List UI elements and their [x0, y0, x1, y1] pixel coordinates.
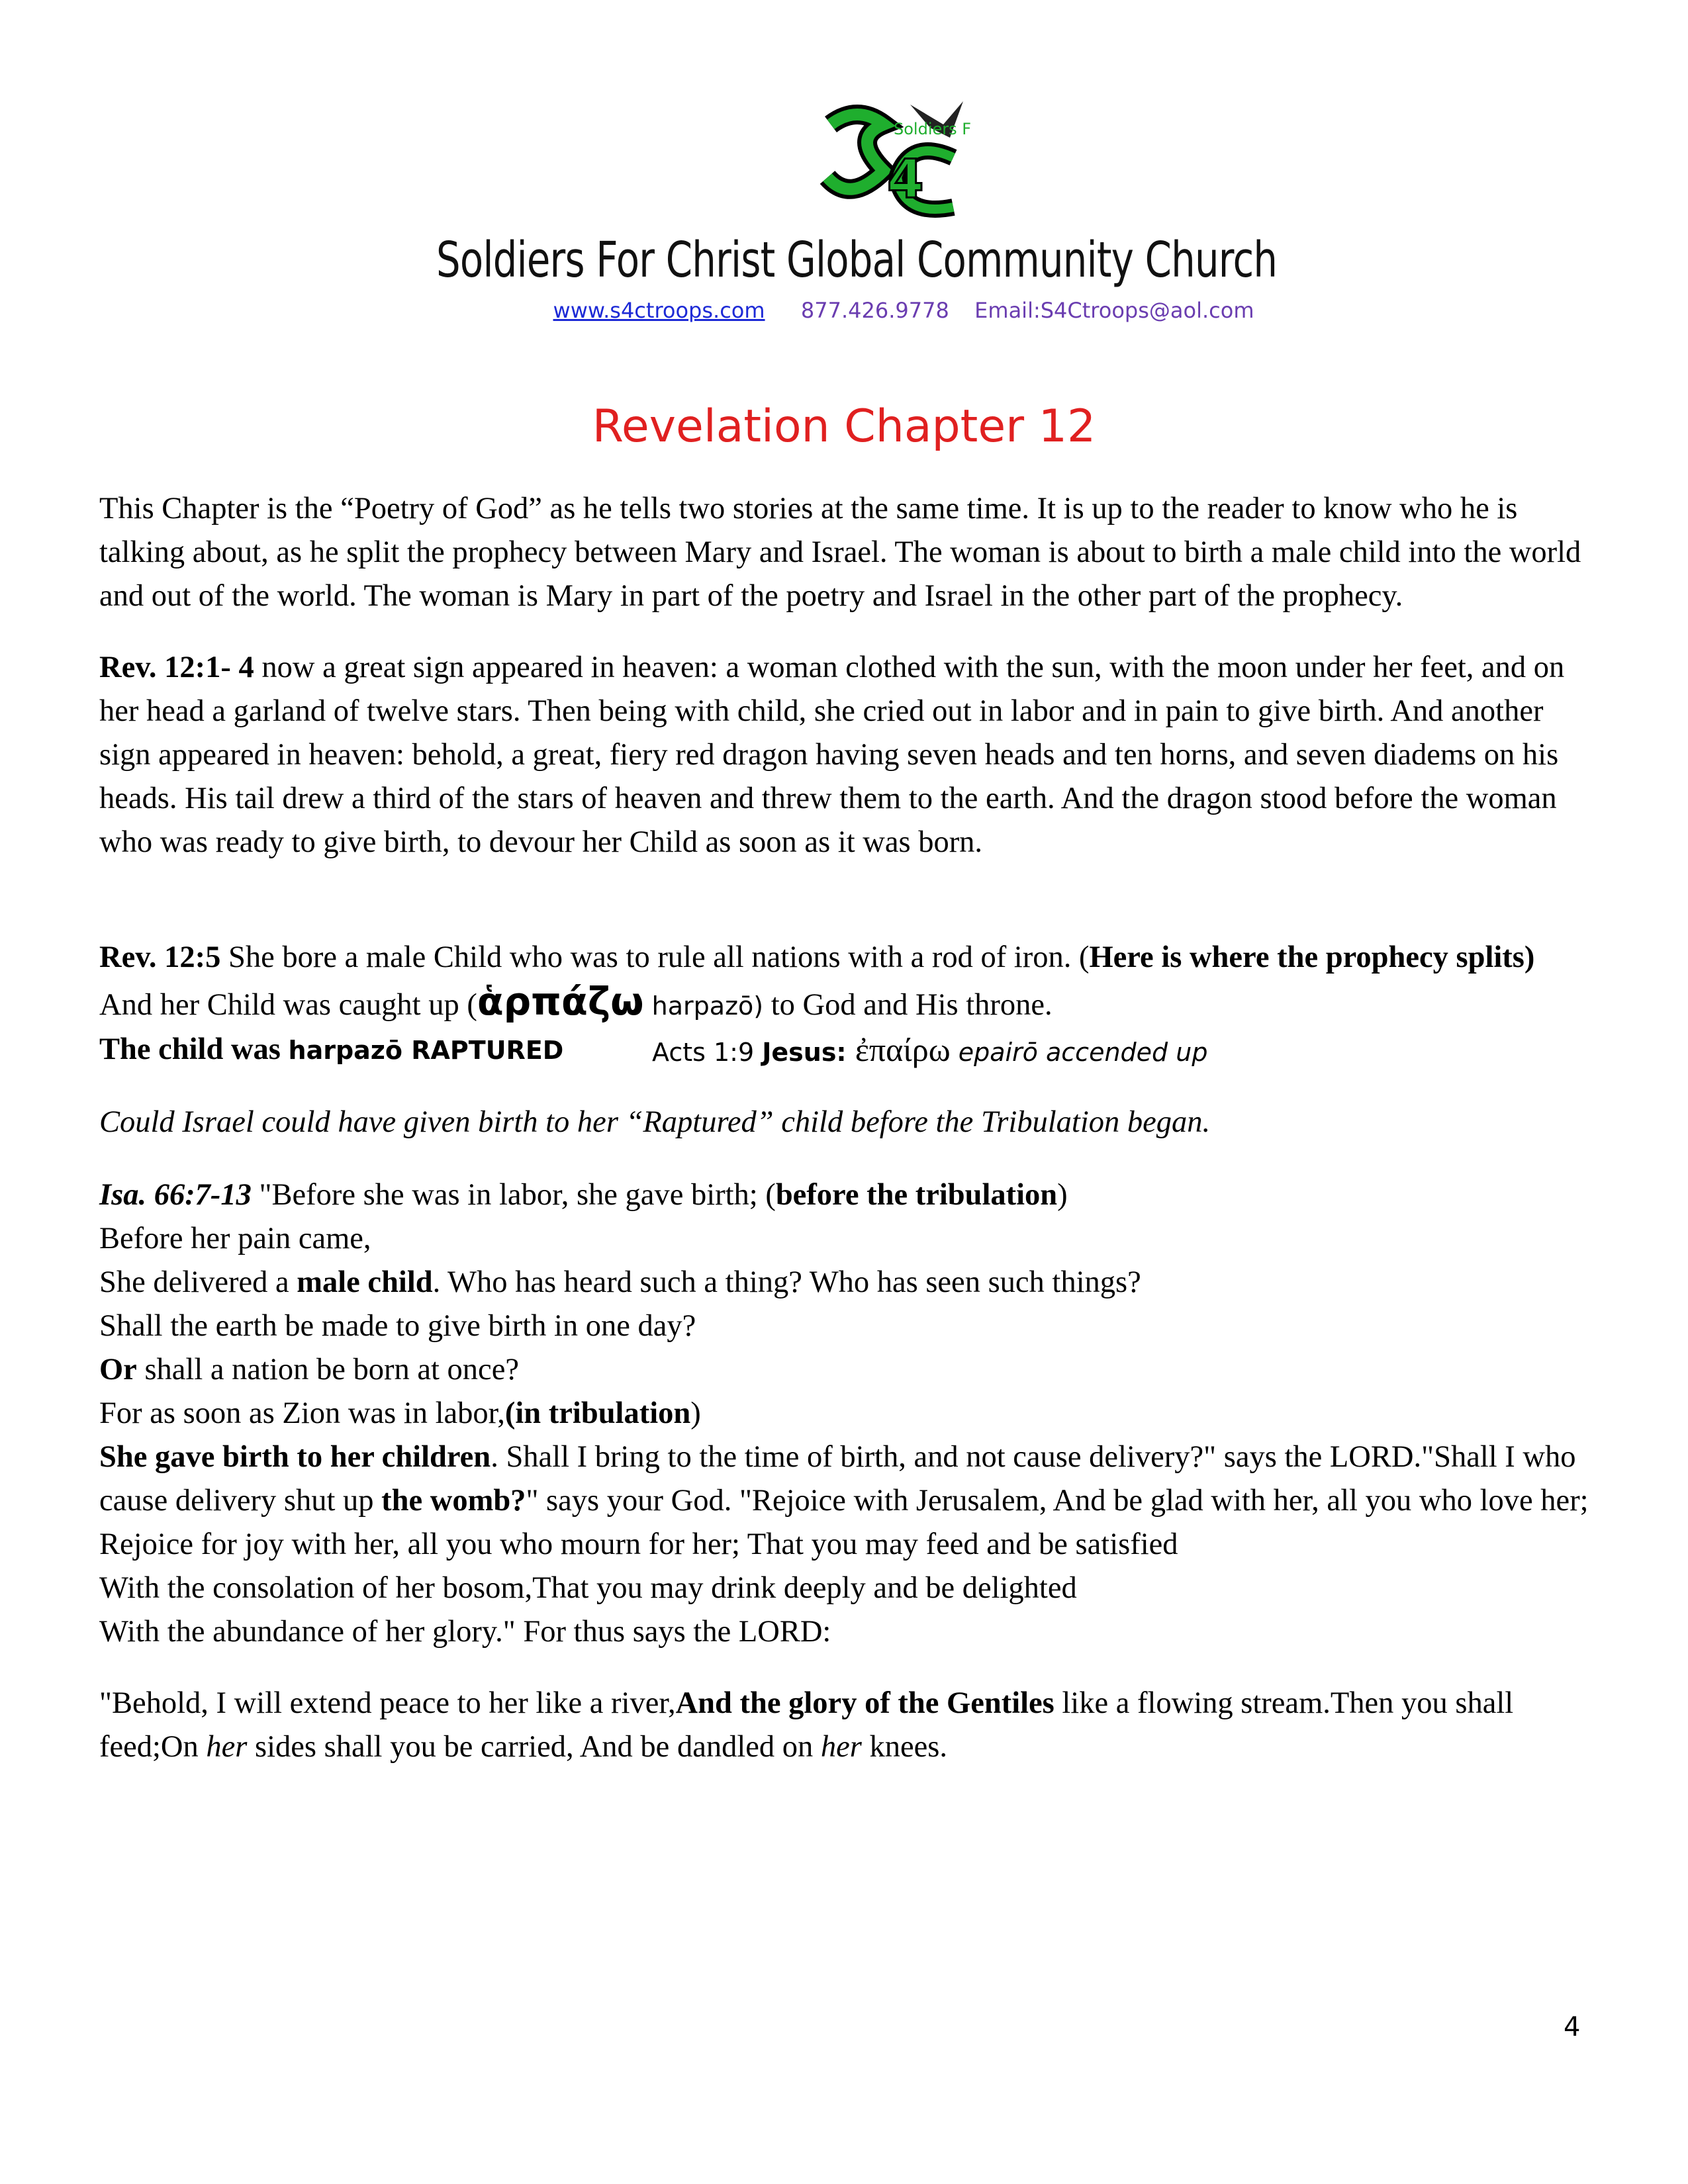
- phone-number: 877.426.9778: [800, 298, 949, 323]
- verse-text: now a great sign appeared in heaven: a woman clothed with the sun, with the moon under her feet, and on her head a garland of twelve stars. Then being with child, she cried out in labor and in pain to give birth. And another sign appeared in heaven: behold, a great, fiery red dragon having seven heads and ten horns, and seven diadems on his heads. His tail drew a third of the stars of heaven and threw them to the earth. And the dragon stood before the woman who was ready to give birth, to devour her Child as soon as it was born.: [99, 651, 1565, 859]
- emphasis: before the tribulation: [775, 1178, 1058, 1212]
- verse-text: . Who has heard such a thing? Who has seen such things?: [432, 1265, 1141, 1299]
- verse-text: She delivered a: [99, 1265, 297, 1299]
- isaiah-line-7: [99, 1435, 1589, 1523]
- emphasis: She gave birth to her children: [99, 1440, 491, 1474]
- acts-ref: Acts 1:9: [652, 1038, 763, 1067]
- verse-text: sides shall you be carried, And be dandled on: [247, 1730, 821, 1764]
- website-link[interactable]: www.s4ctroops.com: [553, 298, 765, 323]
- verse-text: "Behold, I will extend peace to her like a river,: [99, 1686, 676, 1720]
- greek-harpazo: ἁρπάζω: [477, 979, 644, 1024]
- harpazo-raptured: harpazō RAPTURED: [288, 1036, 564, 1065]
- verse-text: " says your God. "Rejoice with Jerusalem, And be glad with her, all you who love her;: [526, 1484, 1589, 1518]
- page-number: 4: [1564, 2012, 1581, 2042]
- verse-text: For as soon as Zion was in labor,: [99, 1396, 505, 1430]
- isaiah-line-10: With the abundance of her glory." For thus says the LORD:: [99, 1615, 831, 1649]
- verse-text: . Shall I bring to the time of birth, and not cause delivery?" says the LORD."Shall I who cause delivery shut up: [99, 1440, 1576, 1518]
- s4c-logo-graphic: [811, 98, 976, 230]
- verse-ref: Isa. 66:7-13: [99, 1178, 252, 1212]
- emphasis: (in tribulation: [504, 1396, 691, 1430]
- question-paragraph: [99, 1101, 1589, 1144]
- rev-12-5-paragraph: [99, 936, 1589, 1028]
- jesus-label: Jesus:: [762, 1038, 855, 1067]
- isaiah-line-4: Shall the earth be made to give birth in one day?: [99, 1309, 696, 1343]
- isaiah-line-8: Rejoice for joy with her, all you who mourn for her; That you may feed and be satisfied: [99, 1527, 1178, 1561]
- verse-text: And her Child was caught up (: [99, 988, 477, 1022]
- verse-text: ): [1057, 1178, 1068, 1212]
- isaiah-line-1: [99, 1173, 1589, 1217]
- prophecy-splits-note: Here is where the prophecy splits): [1089, 940, 1535, 974]
- epairo-gloss: epairō accended up: [950, 1038, 1208, 1067]
- emphasis: Or: [99, 1353, 137, 1387]
- intro-paragraph: This Chapter is the “Poetry of God” as he tells two stories at the same time. It is up to the reader to know who he is talking about, as he split the prophecy between Mary and Israel. The woman is about to birth a male child into the world and out of the world. The woman is Mary in part of the poetry and Israel in the other part of the prophecy.: [99, 492, 1581, 613]
- italic-word: her: [206, 1730, 248, 1764]
- rapture-line: [99, 1028, 1589, 1071]
- verse-ref: Rev. 12:5: [99, 940, 221, 974]
- isaiah-line-5: [99, 1348, 1589, 1392]
- rev-12-1-4-paragraph: [99, 646, 1589, 864]
- behold-paragraph: [99, 1682, 1589, 1769]
- verse-text: like a flowing stream.Then you shall feed;On: [99, 1686, 1514, 1764]
- church-logo: [811, 98, 976, 230]
- document-body: [99, 487, 1589, 1769]
- isaiah-line-3: [99, 1261, 1589, 1304]
- page-title: Revelation Chapter 12: [592, 400, 1096, 453]
- verse-text: "Before she was in labor, she gave birth; (: [251, 1178, 776, 1212]
- question-text: Could Israel could have given birth to her “Raptured” child before the Tribulation began.: [99, 1105, 1211, 1139]
- verse-text: knees.: [861, 1730, 948, 1764]
- isaiah-line-2: Before her pain came,: [99, 1222, 371, 1255]
- emphasis: And the glory of the Gentiles: [675, 1686, 1055, 1720]
- verse-text: She bore a male Child who was to rule all nations with a rod of iron. (: [220, 940, 1090, 974]
- contact-line: [0, 298, 1688, 323]
- isaiah-line-6: [99, 1392, 1589, 1435]
- child-was-label: The child was: [99, 1032, 289, 1066]
- email-address[interactable]: Email:S4Ctroops@aol.com: [974, 298, 1254, 323]
- italic-word: her: [820, 1730, 862, 1764]
- greek-epairo: ἐπαίρω: [855, 1031, 951, 1068]
- church-name: Soldiers For Christ Global Community Church: [436, 232, 1278, 289]
- verse-text: to God and His throne.: [763, 988, 1053, 1022]
- logo-small-text: Soldiers F: [894, 120, 972, 138]
- verse-ref: Rev. 12:1- 4: [99, 651, 254, 684]
- verse-text: shall a nation be born at once?: [136, 1353, 519, 1387]
- verse-text: ): [690, 1396, 701, 1430]
- svg-text:4: 4: [887, 148, 924, 210]
- emphasis: the womb?: [381, 1484, 526, 1518]
- isaiah-line-9: With the consolation of her bosom,That you may drink deeply and be delighted: [99, 1571, 1077, 1605]
- harpazo-translit: harpazō): [643, 991, 764, 1021]
- emphasis: male child: [297, 1265, 433, 1299]
